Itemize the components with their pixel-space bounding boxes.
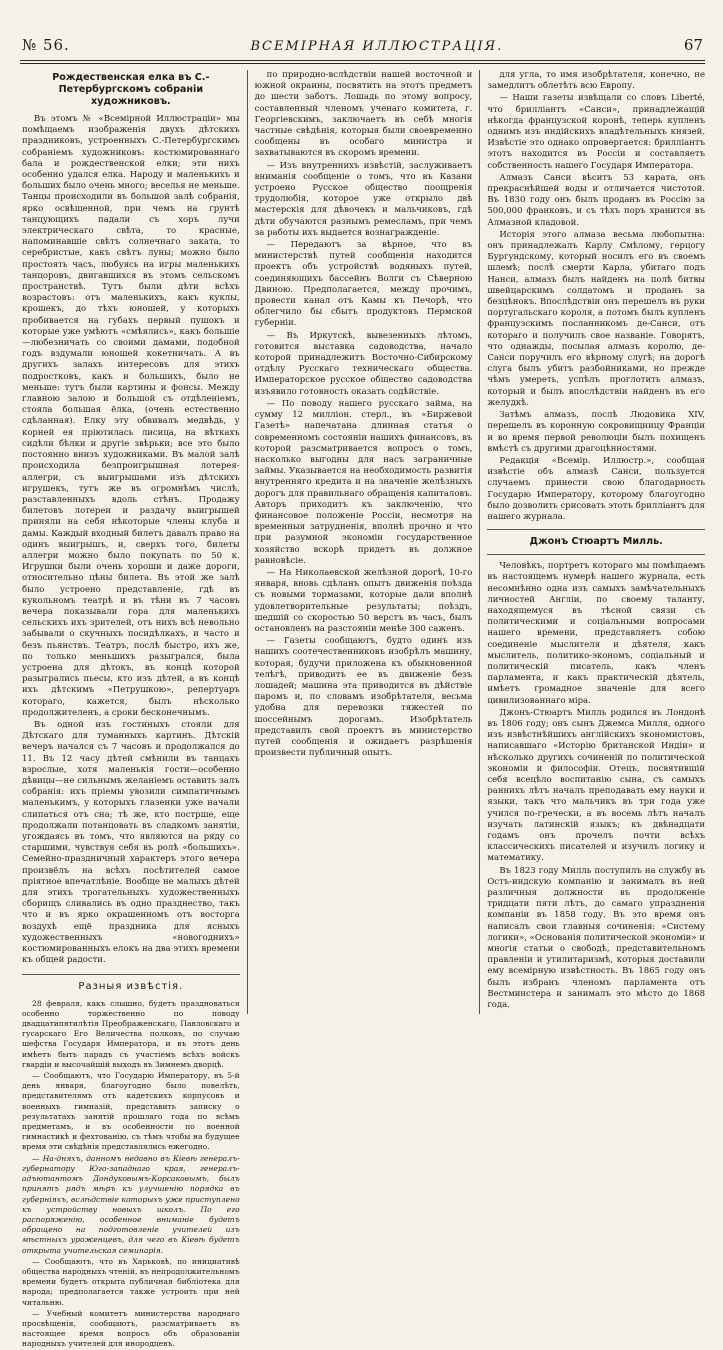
news-item: Алмазъ Санси вѣситъ 53 карата, онъ прекраснѣйшей воды и отличается чистотой. Въ 1830 году онъ былъ проданъ въ Россію за 500,000 франковъ, и съ тѣхъ поръ хранится въ Алмазной кладовой. xyxy=(487,172,706,228)
section-title-news: Разныя извѣстія. xyxy=(78,981,184,993)
news-item: Затѣмъ алмазъ, послѣ Людовика XIV, перешелъ въ коронную сокровищницу Франціи и во время первой революціи былъ похищенъ вмѣстѣ съ другими драгоцѣнностями. xyxy=(487,410,706,454)
column-right xyxy=(479,70,705,1014)
article-title-christmas-tree: Рождественская елка въ С.-Петербургскомъ собраніи художниковъ. xyxy=(52,72,210,107)
column-middle xyxy=(247,70,480,1014)
page-header xyxy=(22,28,703,54)
news-item: — Наши газеты извѣщали со словъ Liberté, что брилліантъ «Санси», принадлежащій нѣкогда французской коронѣ, теперь купленъ однимъ изъ индійскихъ владѣтельныхъ князей. Извѣстіе это однако опровергается: брилліантъ этотъ находится въ Россіи и составляетъ собственность нашего Государя Императора. xyxy=(487,93,706,171)
news-block xyxy=(22,999,240,1350)
journal-title: ВСЕМІРНАЯ ИЛЛЮСТРАЦІЯ. xyxy=(250,39,504,54)
issue-number: № 56. xyxy=(22,36,70,54)
page-number: 67 xyxy=(683,36,703,54)
article-paragraph: Въ этомъ № «Всемірной Иллюстраціи» мы помѣщаемъ изображенія двухъ дѣтскихъ праздниковъ, устроенныхъ С.-Петербургскимъ собраніемъ художниковъ: костюмированнаго бала и рождественской елки; эти нихъ особенно удался елка. Народу и маленькихъ и больших было очень много; веселья не меньше. Танцы происходили въ большой залѣ собранія, ярко освѣщенной, при чемъ на грунтѣ танцующихъ падали съ хоръ лучи электрическаго свѣта, то красные, напоминавшіе свѣтъ солнечнаго заката, то серебристые, какъ свѣтъ луны; можно было простоять часъ, любуясь на игры маленькихъ танцоровъ, двигавшихся въ этомъ сельскомъ пространствѣ. Тутъ были дѣти всѣхъ возрастовъ: отъ маленькихъ, какъ куклы, крошекъ, до тѣхъ юношей, у которыхъ пробивается на губахъ первый пушокъ и которые уже умѣютъ «смѣялись», какъ большіе—любезничать со своими дамами, подобной годъ вздумали юношей кокетничать. А въ другихъ залахъ интересовъ для этихъ подростковъ, какъ и большихъ, было не меньше: тутъ были картины и фонсы. Между главною залою и большой съ отдѣленіемъ, стояла большая ёлка, (очень естественно сдѣланная). Елку эту обвивалъ медвѣдь, у корней ея пріютилась лисица, на вѣткахъ сидѣли бѣлки и другіе звѣрьки; все это было постоянно внизъ художниками. Въ малой залѣ происходила безпроигрышная лотерея-аллегри, съ выигрышами изъ дѣтскихъ игрушекъ, тутъ же въ огромнѣмъ числѣ, разставленныхъ вдоль стѣнъ. Продажу билетовъ лотереи и раздачу выигрышей приняли на себя нѣкоторые члены клуба и дамы. Каждый входный билетъ давалъ право на одинъ выигрышъ, и, сверхъ того, билеты аллегри можно было покупать по 50 к. Игрушки были очень хороши и даже дороги, относительно цѣны билета. Въ этой же залѣ было устроено представленіе, гдѣ въ кукольномъ театрѣ и въ тѣни въ 7 часовъ вечера показывали гора для маленькихъ сельскихъ ихъ зрителей, отъ нихъ всѣ невольно забывали о скучныхъ посидѣлкахъ, и часто и безъ пьянствъ. Театръ, послѣ быстро, ихъ же, по только меньшихъ разыгрался, была устроена для дѣтокъ, въ концѣ которой разыгрались пьесы, кто изъ дѣтей, а въ концѣ ихъ дѣтскимъ «Петрушкою», репертуаръ котораго, кажется, былъ нѣсколько продолжителенъ, а сроки бесконечнымъ. xyxy=(22,114,240,718)
news-item: — Газеты сообщаютъ, будто одинъ изъ нашихъ соотечественниковъ изобрѣлъ машину, которая, будучи приложена къ обыкновенной телѣгѣ, приводитъ ее въ движеніе безъ лошадей; машина эта приводится въ дѣйствіе паромъ и, по словамъ изобрѣтателя, весьма удобна для перевозки тяжестей по шоссейнымъ дорогамъ. Изобрѣтатель представилъ свой проектъ въ министерство путей сообщенія и ожидаетъ разрѣшенія произвести публичный опытъ. xyxy=(254,636,473,759)
article-paragraph: Въ одной изъ гостиныхъ стояли для Дѣтскаго для туманныхъ картинъ. Дѣтскій вечеръ начался съ 7 часовъ и продолжался до 11. Въ 12 часу дѣтей смѣнили въ танцахъ взрослые, хотя маленькія гости—особенно дѣвицы—не сильнымъ желаніемъ оставить залъ собранія: ихъ пріемы увозили симпатичнымъ маленькимъ, у которыхъ глазенки уже начали слипаться отъ сна; тѣ же, кто пострше, еще продолжали потанцовать въ сладкомъ занятіи, угождаясь въ томъ, что являются на ряду со старшими, чувствуя себя въ ролѣ «большихъ». Семейно-праздничный характеръ этого вечера произвёлъ на всѣхъ посѣтителей самое пріятное впечатлѣніе. Вообще не малыхъ дѣтей для этихъ трогательныхъ художественныхъ сборищъ сливались въ одно празднество, такъ что и въ ярко окрашенномъ отъ восторга воздухѣ ещё праздника для ясныхъ художественныхъ «новогоднихъ» костюмированныхъ елокъ на два этихъ времени къ общей радости. xyxy=(22,719,240,966)
article-paragraph: Человѣкъ, портретъ котораго мы помѣщаемъ въ настоящемъ нумерѣ нашего журнала, есть несомнѣнно одна изъ самыхъ замѣчательныхъ личностей Англіи, по своему таланту, находящемуся въ тѣсной связи съ политическими и соціальными вопросами нашего времени, представляетъ собою соединеніе мыслителя и дѣятеля, какъ мыслитель, политико-экономъ, соціальный и политическій писатель, какъ членъ парламента, и какъ практическій дѣятель, имѣетъ громадное значеніе для всего цивилизованнаго міра. xyxy=(487,561,706,706)
article-paragraph: Джонъ-Стюартъ Милль родился въ Лондонѣ въ 1806 году; онъ сынъ Джемса Милля, одного изъ извѣстнѣйшихъ англійскихъ экономистовъ, написавшаго «Исторію британской Индіи» и нѣсколько другихъ сочиненій по политической экономіи и философіи. Отецъ, посвятившій себя всецѣло воспитанію сына, съ самыхъ раннихъ лѣтъ началъ преподавать ему науки и языки, такъ что мальчикъ въ три года уже учился по-гречески, а въ восемь лѣтъ началъ изучать латинскій языкъ; къ двѣнадцати годамъ онъ прочелъ почти всѣхъ классическихъ писателей и изучилъ логику и математику. xyxy=(487,707,706,864)
news-item: Исторія этого алмаза весьма любопытна: онъ принадлежалъ Карлу Смѣлому, герцогу Бургундскому, который носилъ его въ своемъ шлемѣ; послѣ смерти Карла, убитаго подъ Нанси, алмазъ былъ найденъ на полѣ битвы швейцарскимъ солдатомъ и проданъ за безцѣнокъ. Впослѣдствіи онъ перешелъ въ руки португальскаго короля, а потомъ былъ купленъ французскимъ посланникомъ де-Санси, отъ котораго и получилъ свое названіе. Говорятъ, что однажды, посылая алмазъ королю, де-Санси поручилъ его вѣрному слугѣ; на дорогѣ слуга былъ убитъ разбойниками, но прежде чѣмъ умереть, успѣлъ проглотить алмазъ, который и былъ впослѣдствіи найденъ въ его желудкѣ. xyxy=(487,229,706,408)
news-item: — На-дняхъ, данномъ недавно въ Кіевѣ генералъ-губернатору Юго-западнаго края, генералъ-адъютантомъ Дондуковымъ-Корсаковымъ, былъ принятъ рядъ мѣръ къ улучшенію порядка въ губерніяхъ, вслѣдствіе которыхъ уже приступлено къ устройству новыхъ школъ. По его распоряженію, особенное вниманіе будетъ обращено на подготовленіе учителей изъ мѣстныхъ уроженцевъ, для чего въ Кіевѣ будетъ открыта учительская семинарія. xyxy=(22,1153,240,1255)
section-divider xyxy=(22,974,240,975)
title-divider xyxy=(487,554,705,555)
news-item: для угла, то имя изобрѣтателя, конечно, не замедлитъ облетѣть всю Европу. xyxy=(487,70,706,92)
news-item: — Изъ внутреннихъ извѣстій, заслуживаетъ вниманія сообщеніе о томъ, что въ Казани устроено Русское общество поощренія трудолюбія, которое уже открыло двѣ мастерскія для дѣвочекъ и мальчиковъ, гдѣ дѣти обучаются разнымъ ремесламъ, при чемъ за работы ихъ выдается вознагражденіе. xyxy=(254,160,473,238)
news-item: — Передаютъ за вѣрное, что въ министерствѣ путей сообщенія находится проектъ объ устройствѣ водяныхъ путей, соединяющихъ бассейнъ Волги съ Сѣверною Двиною. Предполагается, между прочимъ, провести канал отъ Камы къ Печорѣ, что облегчило бы сбытъ продуктовъ Пермской губерніи. xyxy=(254,240,473,329)
column-left xyxy=(22,70,247,1349)
header-rule-double xyxy=(20,63,705,64)
columns xyxy=(22,70,706,1349)
news-item: — На Николаевской желѣзной дорогѣ, 10-го января, вновь сдѣланъ опытъ движенія поѣзда съ новыми тормазами, которые дали вполнѣ удовлетворительные результаты; поѣздъ, шедшій со скоростью 50 верстъ въ часъ, былъ остановленъ на разстояніи менѣе 300 саженъ. xyxy=(254,567,473,634)
news-item: — Учебный комитетъ министерства народнаго просвѣщенія, сообщаютъ, разсматриваетъ въ настоящее время вопросъ объ образованіи народныхъ учителей для инородцевъ. xyxy=(22,1308,240,1349)
news-item: Редакція «Всемір. Иллюстр.», сообщая извѣстіе объ алмазѣ Санси, пользуется случаемъ принести свою благодарность Государю Императору, которому благоугодно было дозволить срисовать этотъ брилліантъ для нашего журнала. xyxy=(487,455,706,522)
article-paragraph: Въ 1823 году Милль поступилъ на службу въ Остъ-индскую компанію и занималъ въ ней различныя должности въ продолженіе тридцати пяти лѣтъ, до самаго упраздненія компаніи въ 1858 году. Въ это время онъ написалъ свои главныя сочиненія: «Систему логики», «Основанія политической экономіи» и многія статьи о свободѣ, представительномъ правленіи и утилитаризмѣ, которыя доставили ему всемірную извѣстность. Въ 1865 году онъ былъ избранъ членомъ парламента отъ Вестминстера и занималъ это мѣсто до 1868 года. xyxy=(487,865,706,1011)
news-item: — Сообщаютъ, что въ Харьковѣ, по инициативѣ общества народныхъ чтеній, въ непродолжительномъ времени будетъ открыта публичная библіотека для народа; предполагается также устроить при ней читальню. xyxy=(22,1256,240,1307)
news-item: — Въ Иркутскѣ, вывезенныхъ лѣтомъ, готовится выставка садоводства, начало которой принадлежитъ Восточно-Сибирскому отдѣлу Русскаго техническаго общества. Императорское русское общество садоводства изъявило готовность оказать содѣйствіе. xyxy=(254,330,473,397)
news-item: — Сообщаютъ, что Государю Императору, въ 5-й день января, благоугодно было повелѣть, представителямъ отъ кадетскихъ корпусовъ и военныхъ гимназій, представить записку о результатахъ занятій прошлаго года по всѣмъ предметамъ, и въ особенности по военной гимнастикѣ и фехтованію, съ тѣмъ чтобы на будущее время эти свѣдѣнія представлялись ежегодно. xyxy=(22,1071,240,1152)
header-rule xyxy=(20,60,705,61)
article-title-mill: Джонъ Стюартъ Милль. xyxy=(529,536,663,548)
news-item: по природно-вслѣдствіи нашей восточной и южной окраины, посвятить на этотъ предметъ до шести заботъ. Лошадь по этому вопросу, составленный членомъ ученаго комитета, г. Георгіевскимъ, заключаетъ въ себѣ многія частные свѣдѣнія, которыя были своевременно сообщены въ особаго министра и захватываются въ скоромъ времени. xyxy=(254,70,473,159)
section-divider xyxy=(487,529,705,530)
news-item: — По поводу нашего русскаго займа, на сумму 12 милліон. стерл., въ «Биржевой Газетѣ» напечатана длинная статья о современномъ состояніи нашихъ финансовъ, въ которой разсматривается вопросъ о томъ, насколько выгодны для насъ заграничные займы. Указывается на необходимость развитія внутренняго кредита и на значеніе желѣзныхъ дорогъ для правильнаго обращенія капиталовъ. Авторъ приходитъ къ заключенію, что финансовое положеніе Россіи, несмотря на временныя затрудненія, вполнѣ прочно и что при разумной экономіи государственное хозяйство вскорѣ придетъ въ должное равновѣсіе. xyxy=(254,398,473,566)
news-item: 28 февраля, какъ слышно, будетъ праздноваться особенно торжественно по поводу двадцатипятилѣтія Преображенскаго, Павловскаго и гусарскаго Его Величества полковъ, по случаю шефства Государя Императора, и въ этотъ день имѣетъ быть парадъ съ участіемъ всѣхъ войскъ гвардіи и высочайшій выходъ въ Зимнемъ дворцѣ. xyxy=(22,998,240,1069)
